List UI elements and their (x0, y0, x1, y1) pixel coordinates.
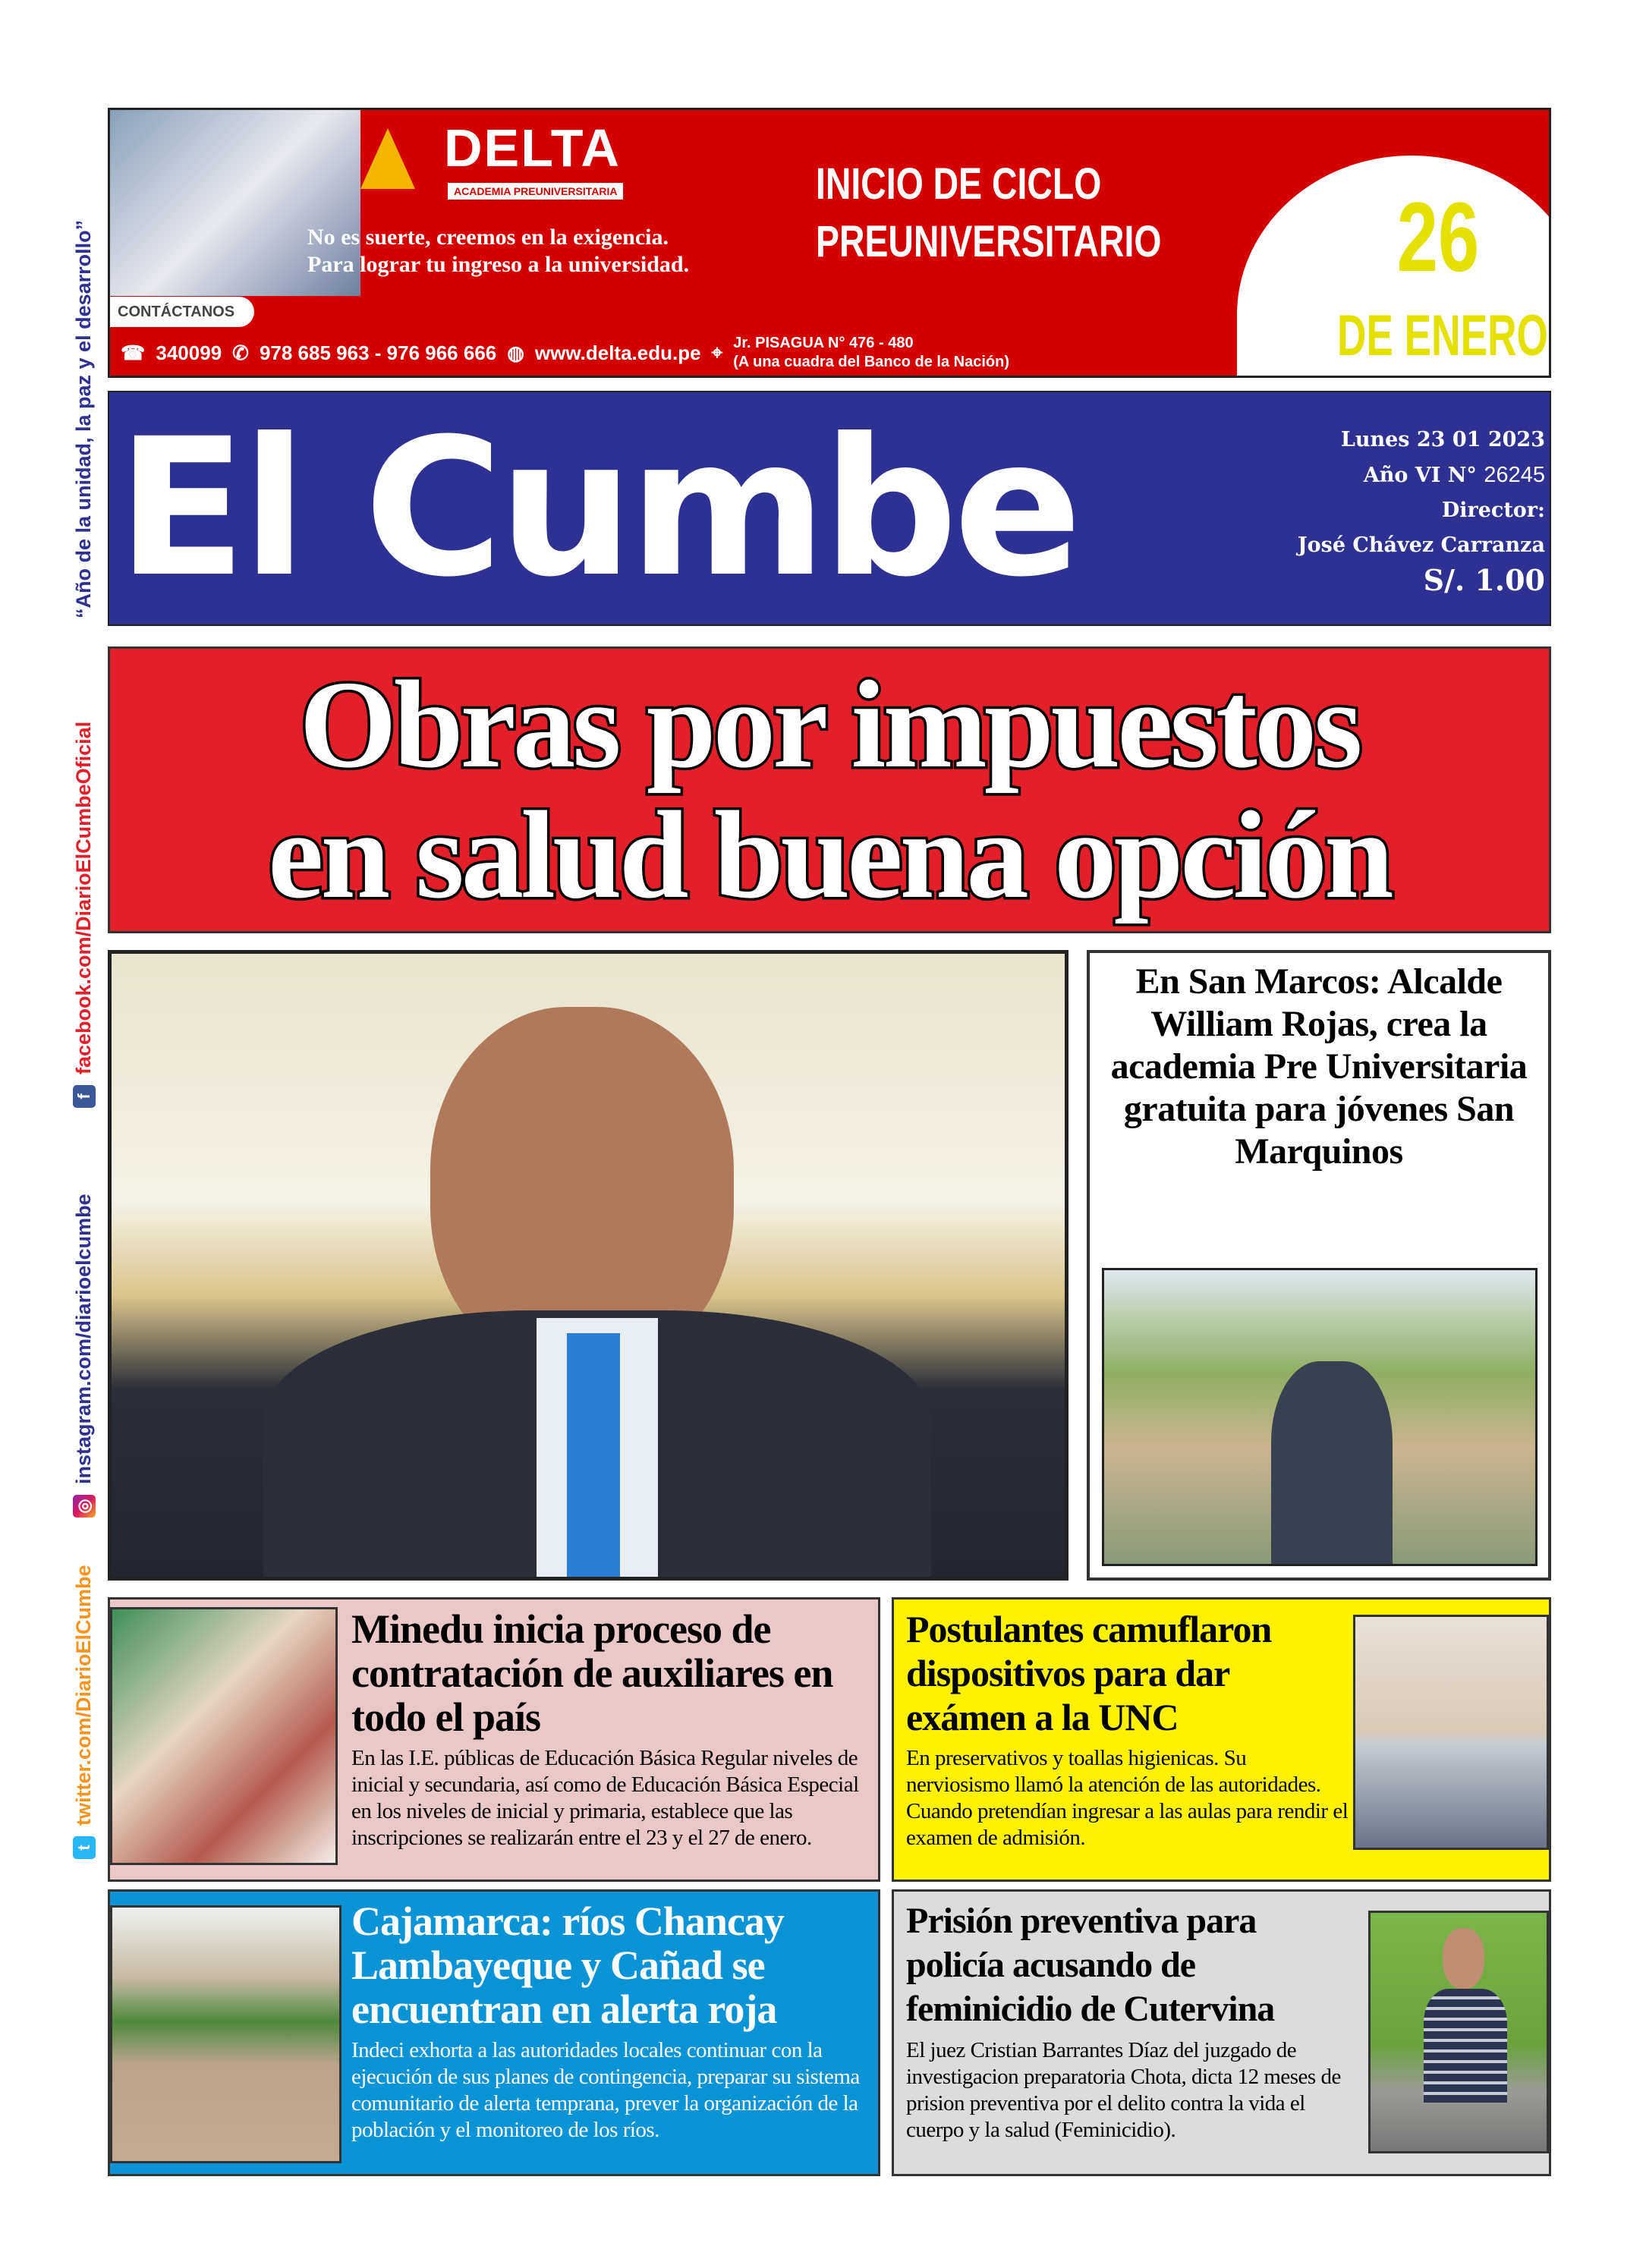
ad-address: (A una cuadra del Banco de la Nación) (733, 354, 1009, 370)
ad-month: DE ENERO (1337, 304, 1548, 368)
story-minedu[interactable] (108, 1597, 880, 1882)
facebook-icon: f (73, 1085, 96, 1108)
ad-slogan: Para lograr tu ingreso a la universidad. (307, 252, 690, 277)
director-label: Director: (1441, 499, 1545, 522)
story-body: En las I.E. públicas de Educación Básica Regular niveles de inicial y secundaria, así como de Educación Básica Especial en los niveles de inicial y primaria, establece que las inscripciones se realizarán entre el 23 y el 27 de enero. (351, 1746, 859, 1850)
facebook-link[interactable] (72, 722, 96, 1108)
ad-title: PREUNIVERSITARIO (816, 217, 1162, 266)
telephone-icon: ☎ (121, 341, 146, 364)
instagram-link[interactable] (72, 1194, 96, 1518)
issue-date: Lunes 23 01 2023 (1340, 428, 1545, 451)
main-headline[interactable] (108, 646, 1551, 933)
ad-phone: 340099 (156, 341, 222, 364)
ad-day: 26 (1396, 181, 1480, 292)
ad-contact-label: CONTÁCTANOS (110, 297, 254, 327)
ad-brand-sub: ACADEMIA PREUNIVERSITARIA (448, 183, 623, 200)
main-photo (108, 950, 1068, 1581)
issue-number: 26245 (1484, 463, 1545, 487)
year-label: Año VI N° (1363, 464, 1477, 487)
ad-brand: DELTA (444, 118, 621, 178)
ad-mobiles: 978 685 963 - 976 966 666 (259, 341, 497, 364)
mobile-icon: ✆ (232, 341, 249, 364)
story-prision[interactable] (892, 1889, 1551, 2176)
story-photo (1368, 1911, 1549, 2153)
map-icon: ⌖ (711, 341, 723, 363)
side-story-title: En San Marcos: Alcalde William Rojas, crea la academia Pre Universitaria gratuita para jóvenes San Marquinos (1110, 961, 1528, 1172)
headline-line: Obras por impuestos (299, 655, 1360, 794)
motto: “Año de la unidad, la paz y el desarrollo” (72, 219, 95, 618)
ad-contact-bar (110, 330, 1233, 376)
story-postulantes[interactable] (892, 1597, 1551, 1882)
story-body: En preservativos y toallas higienicas. Su nerviosismo llamó la atención de las autoridades. Cuando pretendían ingresar a las aulas para rendir el examen de admisión. (906, 1746, 1349, 1850)
instagram-icon: ◎ (73, 1495, 96, 1518)
twitter-link[interactable] (72, 1565, 96, 1859)
instagram-url: instagram.com/diarioelcumbe (72, 1194, 95, 1484)
ad-address: Jr. PISAGUA N° 476 - 480 (733, 335, 914, 351)
twitter-icon: t (73, 1836, 96, 1859)
facebook-url: facebook.com/DiarioElCumbeOficial (72, 721, 95, 1074)
delta-advertisement[interactable] (108, 108, 1551, 378)
twitter-url: twitter.com/DiarioElCumbe (72, 1565, 95, 1826)
globe-icon: ◍ (507, 341, 524, 364)
story-cajamarca[interactable] (108, 1889, 880, 2176)
story-photo (110, 1905, 341, 2163)
side-story-photo (1102, 1268, 1537, 1566)
story-title: Cajamarca: ríos Chancay Lambayeque y Cañad se encuentran en alerta roja (351, 1898, 784, 2032)
story-body: Indeci exhorta a las autoridades locales continuar con la ejecución de sus planes de contingencia, preparar su sistema comunitario de alerta temprana, prever la organización de la población y el monitoreo de los ríos. (351, 2038, 860, 2142)
side-story[interactable] (1087, 950, 1551, 1581)
delta-logo-icon (360, 128, 415, 189)
newspaper-name: El Cumbe (117, 398, 1078, 618)
story-photo (1353, 1615, 1549, 1850)
story-title: Minedu inicia proceso de contratación de auxiliares en todo el país (351, 1606, 833, 1740)
story-body: El juez Cristian Barrantes Díaz del juzgado de investigacion preparatoria Chota, dicta 12 meses de prision preventiva por el delito contra la vida el cuerpo y la salud (Feminicidio). (906, 2038, 1341, 2142)
ad-web[interactable]: www.delta.edu.pe (534, 341, 701, 364)
story-title: Postulantes camuflaron dispositivos para dar exámen a la UNC (906, 1608, 1272, 1738)
masthead (108, 391, 1551, 626)
headline-line: en salud buena opción (268, 785, 1391, 924)
ad-slogan: No es suerte, creemos en la exigencia. (307, 225, 669, 250)
director-name: José Chávez Carranza (1297, 533, 1545, 557)
ad-title: INICIO DE CICLO (816, 159, 1102, 209)
story-title: Prisión preventiva para policía acusando de feminicidio de Cutervina (906, 1901, 1275, 2029)
story-photo (110, 1607, 338, 1865)
price: S/. 1.00 (1423, 563, 1545, 597)
